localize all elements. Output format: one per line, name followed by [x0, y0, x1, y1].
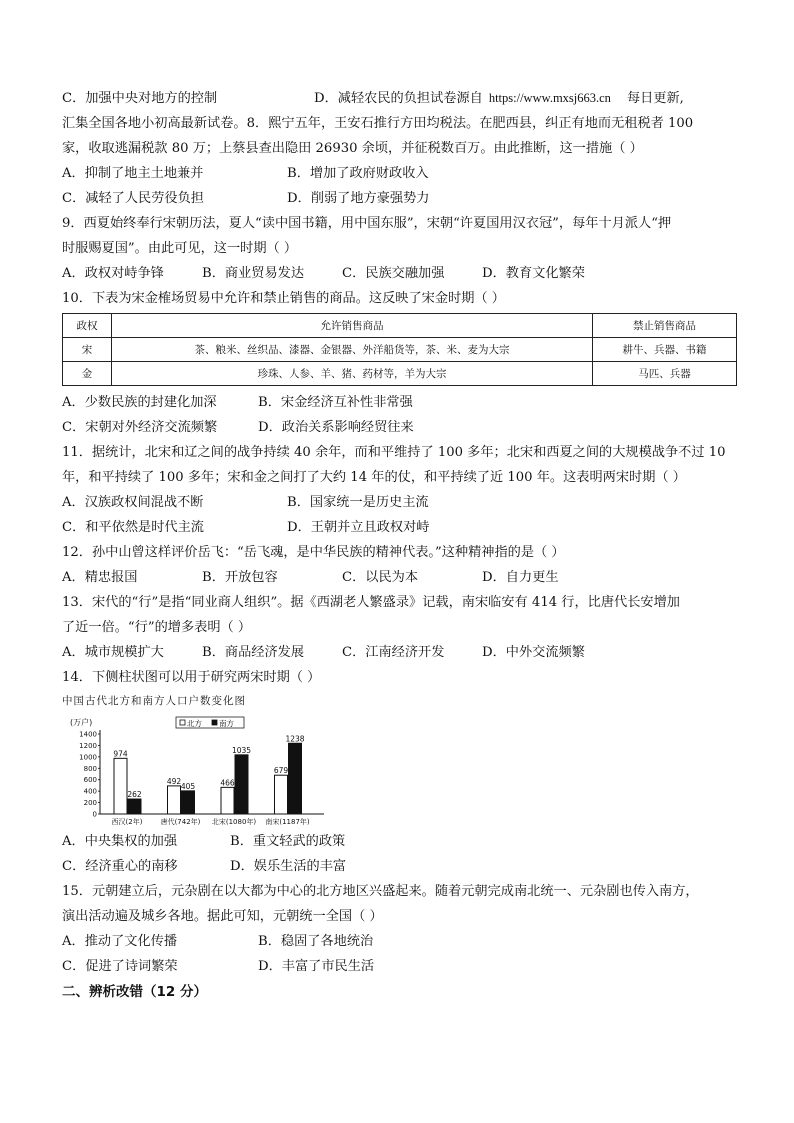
- q15-option-b: B．稳固了各地统治: [258, 934, 374, 949]
- data-label: 1238: [285, 734, 305, 744]
- table-cell: 珍珠、人参、羊、猪、药材等，羊为大宗: [112, 362, 593, 386]
- q9-option-a: A．政权对峙争锋: [62, 266, 164, 281]
- q9-option-b: B．商业贸易发达: [202, 266, 305, 281]
- bar-north: [275, 775, 288, 814]
- q7-option-c: C．加强中央对地方的控制: [62, 91, 218, 106]
- q14-options-row-2: [62, 854, 742, 879]
- y-tick-label: 1000: [79, 753, 97, 762]
- data-label: 1035: [231, 745, 252, 755]
- q10-option-d: D．政治关系影响经贸往来: [258, 420, 414, 435]
- table-header-cell: 允许销售商品: [112, 314, 593, 338]
- q8-line-1: 汇集全国各地小初高最新试卷。8．熙宁五年，王安石推行方田均税法。在肥西县，纠正有地而无租税者 100: [62, 116, 694, 131]
- bar-north: [114, 758, 127, 814]
- y-tick-label: 0: [92, 810, 97, 819]
- q11-line-2: 年，和平持续了 100 多年；宋和金之间打了大约 14 年的仗，和平持续了近 100 年。这表明两宋时期（ ）: [62, 470, 686, 485]
- data-label: 974: [113, 749, 128, 759]
- q11-option-b: B．国家统一是历史主流: [287, 495, 429, 510]
- q8-options-row-1: [62, 161, 742, 186]
- q10-options-row-2: [62, 415, 742, 440]
- q15-options-row-1: [62, 929, 742, 954]
- q10-option-c: C．宋朝对外经济交流频繁: [62, 420, 218, 435]
- q9-line-1: 9．西夏始终奉行宋朝历法，夏人“读中国书籍，用中国东服”，宋朝“许夏国用汉衣冠”，每年十月派人“押: [62, 216, 672, 231]
- q14-option-c: C．经济重心的南移: [62, 859, 178, 874]
- bar-south: [235, 755, 248, 814]
- q13-option-c: C．江南经济开发: [342, 645, 445, 660]
- y-tick-label: 400: [83, 787, 97, 796]
- q12-option-a: A．精忠报国: [62, 570, 138, 585]
- table-cell: 茶、粮米、丝织品、漆器、金银器、外洋船货等，茶、米、麦为大宗: [112, 338, 593, 362]
- data-label: 466: [220, 778, 235, 788]
- q15-line-2: 演出活动遍及城乡各地。据此可知，元朝统一全国（ ）: [62, 909, 383, 924]
- data-label: 679: [273, 766, 289, 776]
- q8-line-2: 家，收取逃漏税款 80 万；上蔡县查出隐田 26930 余顷，并征税数百万。由此推断，这一措施（ ）: [62, 141, 643, 156]
- q13-option-d: D．中外交流频繁: [482, 645, 585, 660]
- q14-option-b: B．重文轻武的政策: [230, 834, 346, 849]
- table-cell: 马匹、兵器: [593, 362, 737, 386]
- chart-svg: [62, 712, 332, 829]
- q15-line-1: 15．元朝建立后，元杂剧在以大都为中心的北方地区兴盛起来。随着元朝完成南北统一、元杂剧也传入南方，: [62, 884, 699, 899]
- legend-swatch: [180, 720, 185, 725]
- section-2-heading: 二、辨析改错（12 分）: [62, 984, 207, 1000]
- q10-option-a: A．少数民族的封建化加深: [62, 395, 217, 410]
- bar-south: [289, 743, 302, 814]
- bar-north: [221, 787, 234, 814]
- legend-label: 北方: [187, 719, 202, 728]
- table-header-cell: 政权: [63, 314, 112, 338]
- q11-options-row-1: [62, 490, 742, 515]
- q11-options-row-2: [62, 515, 742, 540]
- q9-options: [62, 261, 742, 286]
- table-header-row: [63, 314, 737, 338]
- legend-swatch: [212, 720, 217, 725]
- table-cell: 金: [63, 362, 112, 386]
- q9-option-c: C．民族交融加强: [342, 266, 445, 281]
- table-header-cell: 禁止销售商品: [593, 314, 737, 338]
- table-row: [63, 362, 737, 386]
- q9-line-2: 时服赐夏国”。由此可见，这一时期（ ）: [62, 241, 298, 256]
- q15-option-a: A．推动了文化传播: [62, 934, 178, 949]
- bar-south: [182, 791, 195, 814]
- trade-table: [62, 313, 737, 386]
- q12-options: [62, 565, 742, 590]
- q11-option-c: C．和平依然是时代主流: [62, 520, 204, 535]
- data-label: 492: [166, 776, 182, 786]
- bar-north: [168, 786, 181, 814]
- x-tick-label: 唐代(742年): [160, 818, 201, 826]
- q15-options-row-2: [62, 954, 742, 979]
- q10-option-b: B．宋金经济互补性非常强: [258, 395, 413, 410]
- q14-options-row-1: [62, 829, 742, 854]
- q13-options: [62, 640, 742, 665]
- bar-south: [128, 799, 141, 814]
- q12-option-c: C．以民为本: [342, 570, 419, 585]
- q11-option-a: A．汉族政权间混战不断: [62, 495, 204, 510]
- y-tick-label: 1200: [79, 741, 97, 750]
- data-label: 405: [180, 781, 196, 791]
- q12-option-b: B．开放包容: [202, 570, 278, 585]
- table-row: [63, 338, 737, 362]
- table-cell: 耕牛、兵器、书籍: [593, 338, 737, 362]
- source-url: https://www.mxsj663.cn: [488, 91, 611, 105]
- q7-options-line: [62, 86, 742, 111]
- x-tick-label: 西汉(2年): [111, 818, 143, 826]
- q13-line-1: 13．宋代的“行”是指“同业商人组织”。据《西湖老人繁盛录》记载，南宋临安有 414 行，比唐代长安增加: [62, 595, 680, 610]
- x-tick-label: 北宋(1080年): [211, 818, 257, 826]
- table-cell: 宋: [63, 338, 112, 362]
- y-tick-label: 200: [83, 799, 97, 808]
- q9-option-d: D．教育文化繁荣: [482, 266, 585, 281]
- q13-line-2: 了近一倍。“行”的增多表明（ ）: [62, 620, 252, 635]
- q8-options-row-2: [62, 186, 742, 211]
- q14-option-a: A．中央集权的加强: [62, 834, 178, 849]
- q14-line-1: 14．下侧柱状图可以用于研究两宋时期（ ）: [62, 670, 321, 685]
- x-tick-label: 南宋(1187年): [265, 818, 310, 826]
- q8-option-d: D．削弱了地方豪强势力: [287, 191, 430, 206]
- legend-label: 南方: [219, 719, 234, 728]
- q13-option-b: B．商品经济发展: [202, 645, 305, 660]
- q8-option-c: C．减轻了人民劳役负担: [62, 191, 204, 206]
- y-axis-unit-label: (万户): [70, 718, 93, 727]
- q10-options-row-1: [62, 390, 742, 415]
- q11-line-1: 11．据统计，北宋和辽之间的战争持续 40 余年，而和平维持了 100 多年；北宋和西夏之间的大规模战争不过 10: [62, 445, 726, 460]
- q12-line-1: 12．孙中山曾这样评价岳飞：“岳飞魂，是中华民族的精神代表。”这种精神指的是（ ）: [62, 545, 565, 560]
- q8-option-a: A．抑制了地主土地兼并: [62, 166, 204, 181]
- q12-option-d: D．自力更生: [482, 570, 559, 585]
- q7-option-d: D．减轻农民的负担试卷源自: [314, 91, 483, 106]
- ad-tail: 每日更新,: [626, 91, 684, 106]
- q11-option-d: D．王朝并立且政权对峙: [287, 520, 430, 535]
- q15-option-c: C．促进了诗词繁荣: [62, 959, 178, 974]
- q15-option-d: D．丰富了市民生活: [258, 959, 375, 974]
- population-bar-chart: [62, 712, 332, 829]
- q13-option-a: A．城市规模扩大: [62, 645, 164, 660]
- y-tick-label: 600: [83, 776, 97, 785]
- data-label: 262: [127, 790, 142, 800]
- q14-option-d: D．娱乐生活的丰富: [230, 859, 347, 874]
- y-tick-label: 1400: [79, 730, 97, 739]
- y-tick-label: 800: [83, 764, 97, 773]
- exam-page: [62, 86, 742, 1005]
- q10-stem: 10．下表为宋金榷场贸易中允许和禁止销售的商品。这反映了宋金时期（ ）: [62, 291, 505, 306]
- q8-option-b: B．增加了政府财政收入: [287, 166, 429, 181]
- chart-title: 中国古代北方和南方人口户数变化图: [62, 695, 246, 707]
